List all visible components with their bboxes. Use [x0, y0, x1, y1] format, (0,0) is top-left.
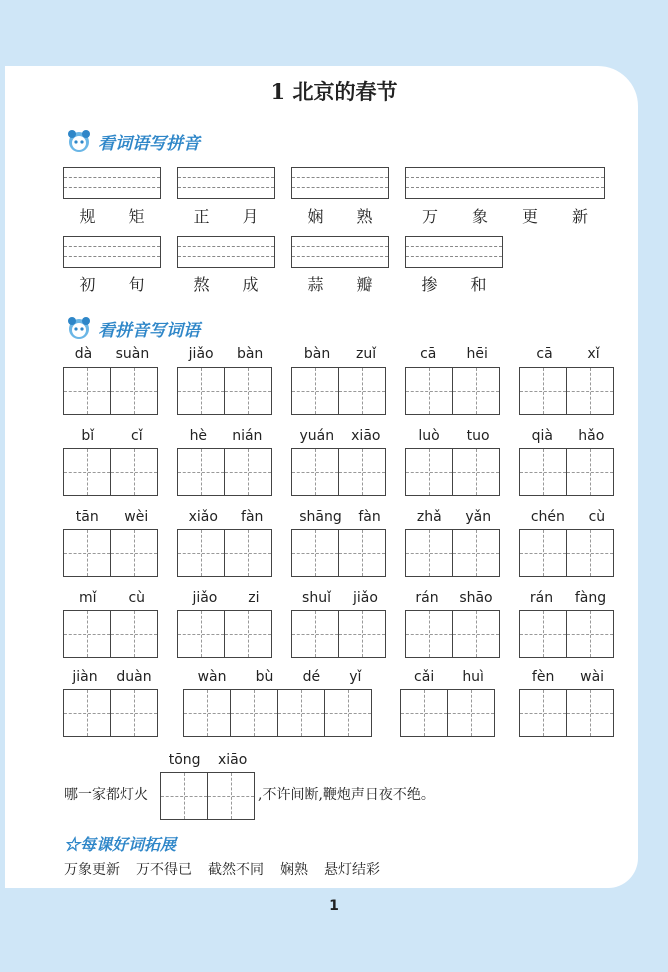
panda-icon — [64, 128, 94, 154]
pinyin-label: mǐ cù — [78, 590, 146, 606]
pinyin-label: tān wèi — [75, 509, 149, 525]
section-heading-write-words — [64, 315, 200, 341]
pinyin-label: jiàn duàn — [72, 669, 152, 685]
tianzige-grid[interactable] — [519, 448, 614, 496]
pinyin-label: hè nián — [189, 428, 263, 444]
page-number: 1 — [329, 898, 339, 914]
tianzige-grid[interactable] — [291, 367, 386, 415]
pinyin-label: rán shāo — [415, 590, 493, 606]
pinyin-answer-box[interactable] — [63, 236, 161, 268]
pinyin-label: rán fàng — [529, 590, 607, 606]
pinyin-label: zhǎ yǎn — [416, 509, 492, 525]
pinyin-label: jiǎo bàn — [188, 346, 264, 362]
section-heading-pinyin — [64, 128, 200, 154]
pinyin-label: tōng xiāo — [168, 752, 248, 768]
pinyin-label: wàn bù dé yǐ — [197, 669, 362, 685]
pinyin-answer-box[interactable] — [405, 236, 503, 268]
word-chars: 万 象 更 新 — [421, 207, 588, 226]
extension-word: 万象更新 — [64, 862, 120, 878]
tianzige-grid[interactable] — [519, 367, 614, 415]
extension-word: 万不得已 — [136, 862, 192, 878]
pinyin-label: bàn zuǐ — [303, 346, 377, 362]
section-heading-extension — [64, 832, 176, 855]
tianzige-grid[interactable] — [63, 529, 158, 577]
pinyin-answer-box[interactable] — [405, 167, 605, 199]
word-chars: 娴 熟 — [307, 207, 373, 226]
extension-word: 娴熟 — [280, 862, 308, 878]
sentence-before: 哪一家都灯火 — [64, 787, 148, 803]
pinyin-answer-box[interactable] — [63, 167, 161, 199]
extension-word-list — [64, 859, 380, 879]
word-chars: 初 旬 — [79, 275, 145, 294]
tianzige-grid[interactable] — [291, 529, 386, 577]
pinyin-label: qià hǎo — [531, 428, 605, 444]
tianzige-grid[interactable] — [519, 529, 614, 577]
tianzige-grid[interactable] — [291, 448, 386, 496]
pinyin-answer-box[interactable] — [177, 167, 275, 199]
pinyin-label: shāng fàn — [299, 509, 381, 525]
tianzige-grid[interactable] — [63, 367, 158, 415]
pinyin-label: xiǎo fàn — [188, 509, 264, 525]
pinyin-label: fèn wài — [531, 669, 605, 685]
tianzige-grid[interactable] — [519, 610, 614, 658]
word-chars: 熬 成 — [193, 275, 259, 294]
pinyin-answer-box[interactable] — [177, 236, 275, 268]
word-chars: 规 矩 — [79, 207, 145, 226]
pinyin-label: dà suàn — [74, 346, 150, 362]
tianzige-grid[interactable] — [160, 772, 255, 820]
section-heading-text: 看拼音写词语 — [98, 320, 200, 341]
word-chars: 掺 和 — [421, 275, 487, 294]
tianzige-grid[interactable] — [291, 610, 386, 658]
tianzige-grid[interactable] — [177, 529, 272, 577]
page-title: 1 北京的春节 — [270, 79, 398, 104]
pinyin-answer-box[interactable] — [291, 236, 389, 268]
tianzige-grid[interactable] — [63, 610, 158, 658]
pinyin-label: luò tuo — [418, 428, 490, 444]
tianzige-grid[interactable] — [405, 610, 500, 658]
pinyin-answer-box[interactable] — [291, 167, 389, 199]
pinyin-label: shuǐ jiǎo — [302, 590, 378, 606]
extension-word: 截然不同 — [208, 862, 264, 878]
tianzige-grid[interactable] — [183, 689, 372, 737]
tianzige-grid[interactable] — [177, 367, 272, 415]
extension-word: 悬灯结彩 — [324, 862, 380, 878]
pinyin-label: bǐ cǐ — [81, 428, 143, 444]
section-heading-text: ☆每课好词拓展 — [64, 835, 177, 854]
pinyin-label: cǎi huì — [414, 669, 484, 685]
tianzige-grid[interactable] — [405, 448, 500, 496]
tianzige-grid[interactable] — [519, 689, 614, 737]
pinyin-label: cā hēi — [420, 346, 488, 362]
pinyin-label: jiǎo zi — [192, 590, 260, 606]
panda-icon — [64, 315, 94, 341]
tianzige-grid[interactable] — [405, 367, 500, 415]
tianzige-grid[interactable] — [63, 448, 158, 496]
word-chars: 蒜 瓣 — [307, 275, 373, 294]
word-chars: 正 月 — [193, 207, 259, 226]
tianzige-grid[interactable] — [177, 448, 272, 496]
tianzige-grid[interactable] — [405, 529, 500, 577]
tianzige-grid[interactable] — [63, 689, 158, 737]
sentence-after: ,不许间断,鞭炮声日夜不绝。 — [258, 787, 435, 803]
tianzige-grid[interactable] — [400, 689, 495, 737]
pinyin-label: chén cù — [530, 509, 606, 525]
pinyin-label: cā xǐ — [536, 346, 600, 362]
section-heading-text: 看词语写拼音 — [98, 133, 200, 154]
pinyin-label: yuán xiāo — [299, 428, 381, 444]
tianzige-grid[interactable] — [177, 610, 272, 658]
